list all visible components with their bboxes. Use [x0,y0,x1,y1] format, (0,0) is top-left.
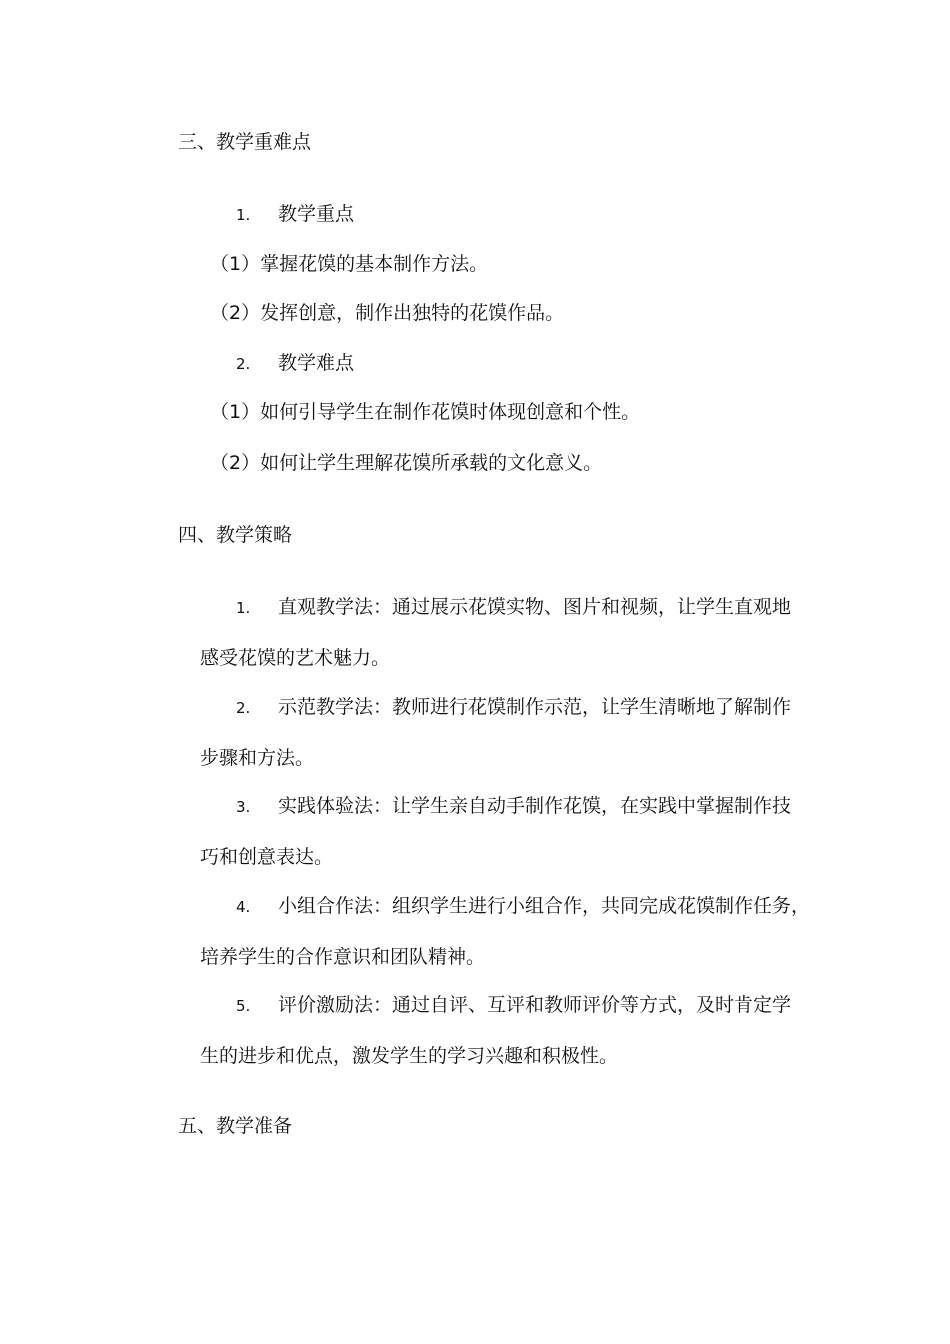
strategy-item-2 [200,695,820,770]
strategy-text-line1: 实践体验法：让学生亲自动手制作花馍，在实践中掌握制作技 [278,795,792,817]
key-point-item-1: （1）掌握花馍的基本制作方法。 [210,253,489,275]
strategy-number: 4. [236,898,251,916]
strategy-number: 5. [236,997,251,1015]
strategy-text-line2: 生的进步和优点，激发学生的学习兴趣和积极性。 [200,1045,619,1067]
key-points-label: 教学重点 [278,203,355,225]
key-points-number: 1. [236,206,251,224]
strategy-text-line1: 小组合作法：组织学生进行小组合作，共同完成花馍制作任务， [278,895,811,917]
strategy-item-1 [200,595,820,670]
strategy-text-line2: 培养学生的合作意识和团队精神。 [200,946,486,968]
strategy-number: 2. [236,699,251,717]
strategy-item-5 [200,993,820,1068]
difficult-point-item-1: （1）如何引导学生在制作花馍时体现创意和个性。 [210,401,641,423]
strategy-text-line2: 巧和创意表达。 [200,846,334,868]
section-4-heading: 四、教学策略 [178,524,293,546]
strategy-number: 3. [236,798,251,816]
section-3-heading: 三、教学重难点 [178,131,312,153]
difficult-points-title [236,351,354,376]
strategy-text-line2: 感受花馍的艺术魅力。 [200,647,391,669]
section-5-heading: 五、教学准备 [178,1115,293,1137]
strategy-text-line2: 步骤和方法。 [200,747,315,769]
strategy-item-4 [200,894,820,969]
strategy-text-line1: 直观教学法：通过展示花馍实物、图片和视频，让学生直观地 [278,596,792,618]
strategy-text-line1: 评价激励法：通过自评、互评和教师评价等方式，及时肯定学 [278,994,792,1016]
strategy-text-line1: 示范教学法：教师进行花馍制作示范，让学生清晰地了解制作 [278,696,792,718]
strategy-number: 1. [236,599,251,617]
strategy-item-3 [200,794,820,869]
difficult-point-item-2: （2）如何让学生理解花馍所承载的文化意义。 [210,452,603,474]
key-points-title [236,202,354,227]
difficult-points-number: 2. [236,355,251,373]
difficult-points-label: 教学难点 [278,352,355,374]
key-point-item-2: （2）发挥创意，制作出独特的花馍作品。 [210,302,565,324]
